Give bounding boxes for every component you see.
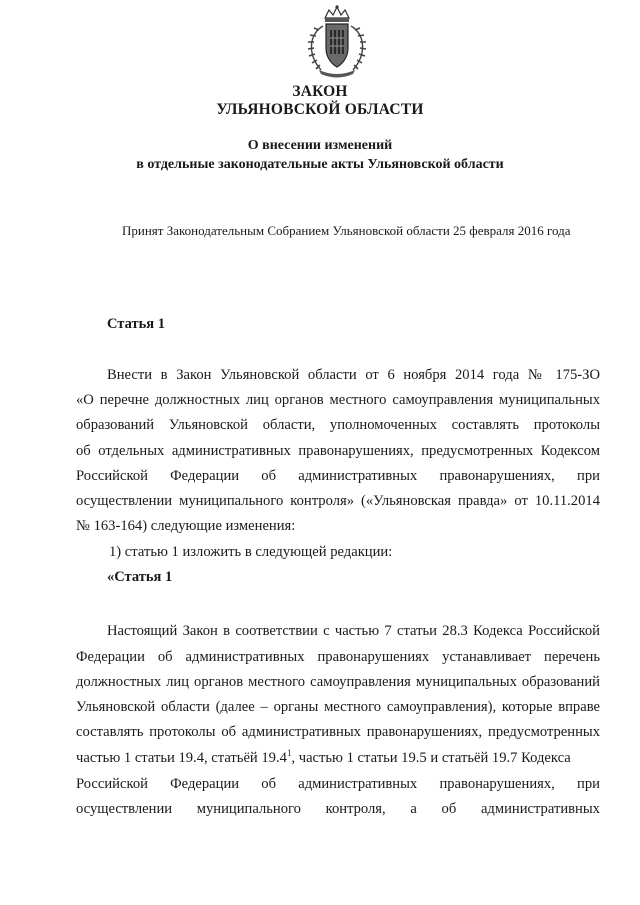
article-1-line-5 [76, 467, 600, 485]
article-1-title: Статья 1 [107, 316, 165, 332]
word: осуществлении [76, 801, 173, 817]
word: об [261, 468, 277, 484]
region-title: УЛЬЯНОВСКОЙ ОБЛАСТИ [216, 101, 424, 118]
article-1-line-4: об отдельных административных правонарушениях, предусмотренных Кодексом [76, 443, 600, 459]
word: правонарушениях, [439, 776, 555, 792]
coat-of-arms-emblem [301, 4, 373, 80]
adoption-note: Принят Законодательным Собранием Ульяновской области 25 февраля 2016 года [122, 223, 571, 238]
word: об [261, 776, 277, 792]
word: а [410, 801, 417, 817]
word: при [577, 776, 600, 792]
word: контроля, [325, 801, 386, 817]
quoted-line-8 [76, 800, 600, 818]
line-6-text [76, 749, 571, 767]
word: административных [480, 801, 600, 817]
article-1-line-7: № 163-164) следующие изменения: [76, 518, 296, 534]
quoted-line-1: Настоящий Закон в соответствии с частью 7 статьи 28.3 Кодекса Российской [107, 623, 600, 639]
word: правонарушениях, [439, 468, 555, 484]
quoted-line-3: должностных лиц органов местного самоуправления муниципальных образований [76, 674, 600, 690]
word: Российской [76, 776, 148, 792]
word: при [577, 468, 600, 484]
word: муниципального [196, 801, 301, 817]
subject-line-1: О внесении изменений [247, 138, 393, 153]
word: административных [298, 468, 418, 484]
quoted-line-7 [76, 775, 600, 793]
quoted-line-5: составлять протоколы об административных правонарушениях, предусмотренных [76, 724, 600, 740]
subject-line-2: в отдельные законодательные акты Ульяновской области [136, 157, 504, 172]
word: административных [298, 776, 418, 792]
article-1-line-2: «О перечне должностных лиц органов местного самоуправления муниципальных [76, 392, 600, 408]
law-title: ЗАКОН [292, 83, 348, 100]
item-1: 1) статью 1 изложить в следующей редакции: [109, 544, 393, 560]
quoted-line-4: Ульяновской области (далее – органы местного самоуправления), которые вправе [76, 699, 600, 715]
line-6-part-1: частью 1 статьи 19.4, статьёй 19.4 [76, 750, 287, 766]
article-1-line-1: Внести в Закон Ульяновской области от 6 ноября 2014 года № 175-ЗО [107, 367, 600, 383]
article-1-line-3: образований Ульяновской области, уполномоченных составлять протоколы [76, 417, 600, 433]
quoted-line-6 [76, 749, 600, 767]
word: Федерации [170, 776, 240, 792]
quoted-line-2: Федерации об административных правонарушениях устанавливает перечень [76, 649, 600, 665]
word: Российской [76, 468, 148, 484]
word: Федерации [170, 468, 240, 484]
word: об [441, 801, 457, 817]
quoted-article-title: «Статья 1 [107, 569, 173, 585]
superscript: 1 [286, 748, 292, 758]
article-1-line-6: осуществлении муниципального контроля» («Ульяновская правда» от 10.11.2014 [76, 493, 600, 509]
line-6-part-2: , частью 1 статьи 19.5 и статьёй 19.7 Кодекса [291, 750, 571, 766]
